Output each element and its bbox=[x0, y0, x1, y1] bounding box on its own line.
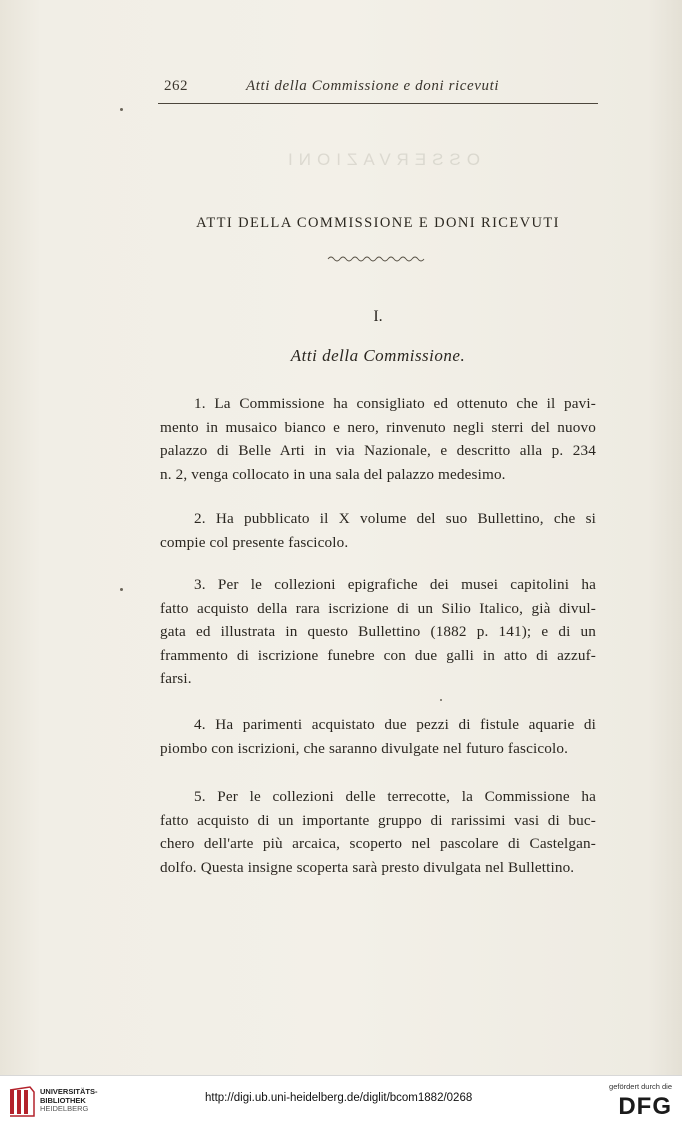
paragraph-line: fatto acquisto della rara iscrizione di un Silio Italico, già divul- bbox=[160, 599, 596, 617]
paragraph-1 bbox=[160, 392, 596, 486]
paragraph-line: chero dell'arte più arcaica, scoperto nel pascolare di Castelgan- bbox=[160, 835, 596, 852]
paragraph-line: compie col presente fascicolo. bbox=[160, 533, 349, 551]
dfg-logo: DFG bbox=[618, 1093, 672, 1120]
subheading: Atti della Commissione. bbox=[290, 346, 466, 365]
paragraph-2 bbox=[160, 507, 596, 554]
paragraph-line: piombo con iscrizioni, che saranno divulgate nel futuro fascicolo. bbox=[160, 739, 569, 757]
running-head-title: Atti della Commissione e doni ricevuti bbox=[246, 78, 500, 94]
viewer-footer bbox=[0, 1075, 682, 1126]
permalink-url[interactable]: http://digi.ub.uni-heidelberg.de/diglit/bcom1882/0268 bbox=[205, 1092, 473, 1104]
paragraph-line: fatto acquisto di un importante gruppo di rarissimi vasi di buc- bbox=[160, 811, 596, 829]
header-rule bbox=[158, 103, 598, 104]
paragraph-4 bbox=[160, 713, 596, 760]
funding-text: gefördert durch die bbox=[609, 1082, 672, 1091]
paper-speck bbox=[120, 108, 123, 111]
library-name: UNIVERSITÄTS- BIBLIOTHEK HEIDELBERG bbox=[40, 1087, 98, 1113]
paragraph-line: palazzo di Belle Arti in via Nazionale, e descritto alla p. 234 bbox=[160, 442, 596, 459]
running-head bbox=[160, 78, 598, 100]
paper-speck bbox=[440, 699, 442, 701]
paragraph-line: 3. Per le collezioni epigrafiche dei musei capitolini ha bbox=[194, 576, 596, 593]
paragraph-line: mento in musaico bianco e nero, rinvenuto negli sterri del nuovo bbox=[160, 418, 596, 436]
paragraph-line: 5. Per le collezioni delle terrecotte, la Commissione ha bbox=[194, 788, 596, 805]
section-numeral: I. bbox=[373, 308, 383, 325]
paragraph-line: 2. Ha pubblicato il X volume del suo Bullettino, che si bbox=[194, 510, 596, 527]
paragraph-line: frammento di iscrizione funebre con due galli in atto di azzuf- bbox=[160, 646, 596, 664]
paragraph-line: n. 2, venga collocato in una sala del palazzo medesimo. bbox=[160, 465, 506, 483]
paragraph-line: gata ed illustrata in questo Bullettino (1882 p. 141); e di un bbox=[160, 623, 596, 640]
paragraph-3 bbox=[160, 573, 596, 691]
paragraph-line: 1. La Commissione ha consigliato ed ottenuto che il pavi- bbox=[194, 395, 596, 412]
section-title: ATTI DELLA COMMISSIONE E DONI RICEVUTI bbox=[196, 215, 560, 231]
page-number: 262 bbox=[164, 78, 188, 94]
paragraph-5 bbox=[160, 785, 596, 879]
paragraph-line: 4. Ha parimenti acquistato due pezzi di fistule aquarie di bbox=[194, 716, 596, 733]
paper-speck bbox=[120, 588, 123, 591]
university-library-logo-icon bbox=[8, 1086, 38, 1118]
paragraph-line: farsi. bbox=[160, 670, 192, 687]
wavy-ornament bbox=[326, 254, 426, 264]
bleed-through-text: OSSERVAZIONI bbox=[282, 150, 480, 169]
paragraph-line: dolfo. Questa insigne scoperta sarà presto divulgata nel Bullettino. bbox=[160, 858, 575, 876]
